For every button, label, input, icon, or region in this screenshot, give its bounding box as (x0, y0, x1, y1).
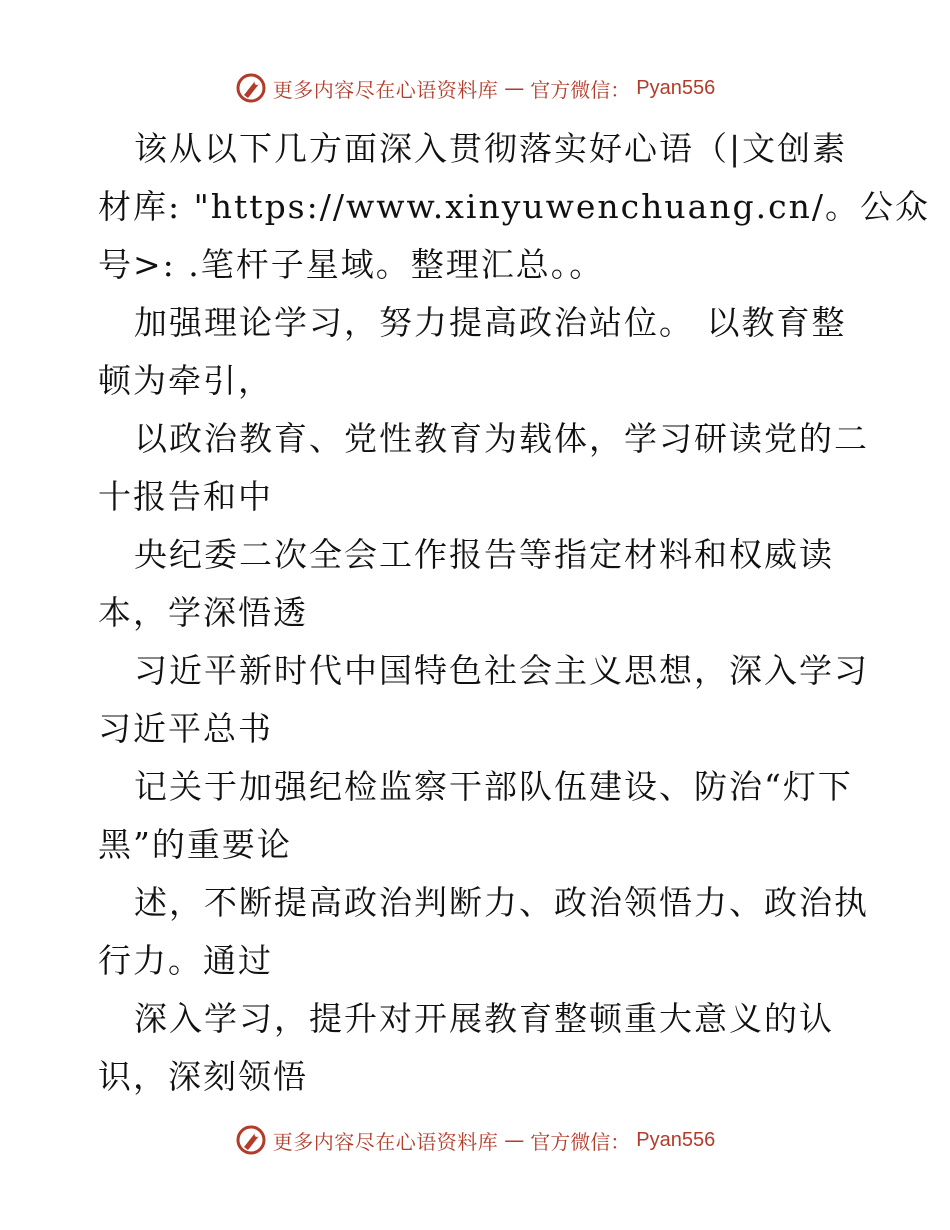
text-line: 识，深刻领悟 (98, 1057, 308, 1096)
text-line: 央纪委二次全会工作报告等指定材料和权威读 (134, 535, 834, 574)
watermark-official-label: 官方微信： (530, 1129, 631, 1154)
pen-logo-icon (235, 72, 267, 104)
text-line: 黑”的重要论 (98, 825, 292, 864)
text-line: 顿为牵引， (98, 361, 273, 400)
text-line: 行力。通过 (98, 941, 273, 980)
text-line: 深入学习，提升对开展教育整顿重大意义的认 (134, 999, 834, 1038)
text-line: 以政治教育、党性教育为载体，学习研读党的二 (134, 419, 869, 458)
text-line: 习近平总书 (98, 709, 273, 748)
watermark-wechat-id: Pyan556 (636, 76, 716, 99)
pen-logo-icon (235, 1124, 267, 1156)
text-line: 述，不断提高政治判断力、政治领悟力、政治执 (134, 883, 869, 922)
text-line: 该从以下几方面深入贯彻落实好心语（|文创素 (134, 129, 848, 168)
text-line: 十报告和中 (98, 477, 273, 516)
text-line: 材库: "https://www.xinyuwenchuang.cn/。公众 (98, 187, 931, 226)
text-line: 加强理论学习，努力提高政治站位。 以教育整 (134, 303, 847, 342)
header-watermark (0, 68, 950, 108)
watermark-official-label: 官方微信： (530, 77, 631, 102)
watermark-text: 更多内容尽在心语资料库 (272, 77, 499, 102)
text-line: 本，学深悟透 (98, 593, 308, 632)
text-line: 记关于加强纪检监察干部队伍建设、防治“灯下 (134, 767, 853, 806)
watermark-separator: — (504, 1128, 525, 1152)
watermark-text: 更多内容尽在心语资料库 (272, 1129, 499, 1154)
watermark-wechat-id: Pyan556 (636, 1128, 716, 1151)
watermark-separator: — (504, 76, 525, 100)
document-body (98, 120, 931, 1106)
text-line: 号>: .笔杆子星域。整理汇总。。 (98, 245, 605, 284)
text-line: 习近平新时代中国特色社会主义思想，深入学习 (134, 651, 869, 690)
footer-watermark (0, 1120, 950, 1160)
